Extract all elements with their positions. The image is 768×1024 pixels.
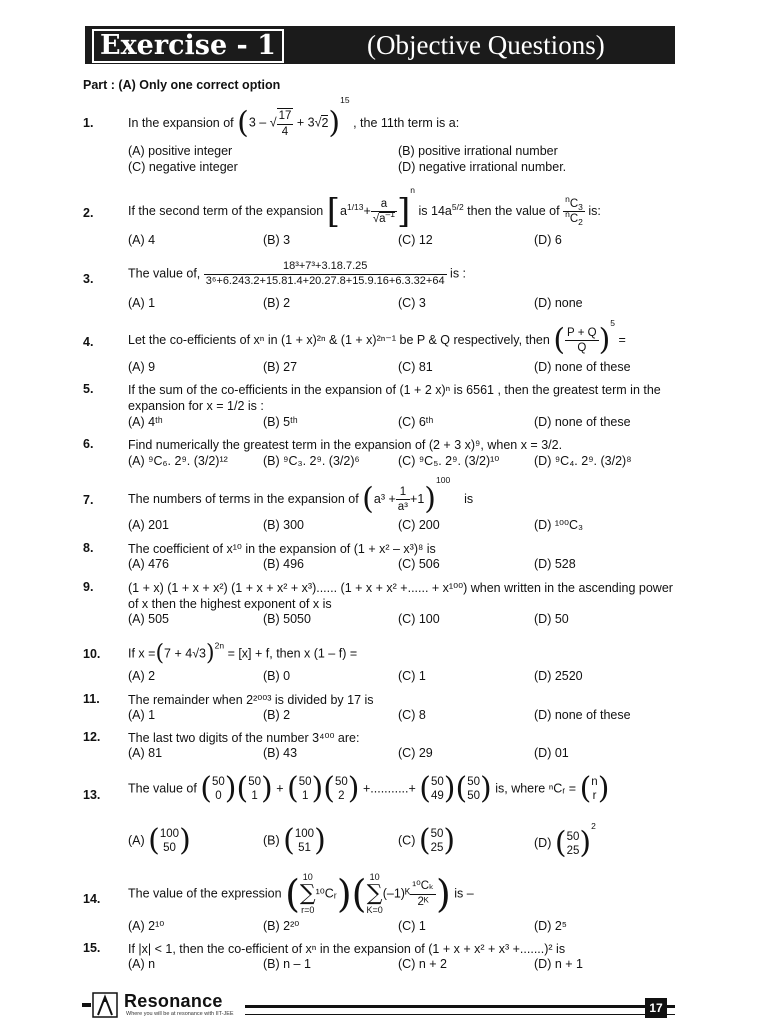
question-number: 4.: [83, 335, 94, 349]
q1-option-b[interactable]: (B) positive irrational number: [398, 144, 558, 158]
q15-option-d[interactable]: (D) n + 1: [534, 957, 583, 971]
q12-option-b[interactable]: (B) 43: [263, 746, 298, 760]
q6-option-d[interactable]: (D) ⁹C₄. 2⁹. (3/2)⁸: [534, 454, 632, 468]
q3-option-c[interactable]: (C) 3: [398, 296, 426, 310]
q7-option-c[interactable]: (C) 200: [398, 518, 440, 532]
q11-option-d[interactable]: (D) none of these: [534, 708, 631, 722]
resonance-logo: [82, 992, 252, 1020]
q4-option-d[interactable]: (D) none of these: [534, 360, 631, 374]
q2-option-a[interactable]: (A) 4: [128, 233, 156, 247]
question-number: 9.: [83, 580, 94, 594]
question-text: The value of ( 50 0 )( 50 1 ) + ( 50 1 )( 50 2 ) +...........+ ( 50 49 )( 50 50 ) is, where ⁿCᵣ = ( n r ): [128, 771, 610, 806]
question-text: The last two digits of the number 3⁴⁰⁰ are:: [128, 731, 360, 745]
q14-option-a[interactable]: (A) 2¹⁰: [128, 919, 165, 933]
q5-option-c[interactable]: (C) 6ᵗʰ: [398, 415, 434, 429]
question-number: 10.: [83, 647, 101, 661]
q13-option-a[interactable]: (A) ( 100 50 ): [128, 823, 191, 858]
q5-option-d[interactable]: (D) none of these: [534, 415, 631, 429]
q6-option-c[interactable]: (C) ⁹C₅. 2⁹. (3/2)¹⁰: [398, 454, 500, 468]
question-number: 5.: [83, 382, 94, 396]
q11-option-c[interactable]: (C) 8: [398, 708, 426, 722]
q7-option-b[interactable]: (B) 300: [263, 518, 304, 532]
q5-option-b[interactable]: (B) 5ᵗʰ: [263, 415, 298, 429]
page-number: 17: [645, 998, 667, 1018]
q11-option-a[interactable]: (A) 1: [128, 708, 156, 722]
question-text: The value of, $\frac{\text{18³+7³+3.18.7.25}}{\text{3⁶+6.243.2+15.81.4+20.27.8+15.9.16+6.3.32+64}}$ is :: [128, 260, 467, 287]
q14-option-c[interactable]: (C) 1: [398, 919, 426, 933]
question-text: If $x =(7 + 4√3)^{2n} = [x] + f$, then x (1 – f) =: [128, 640, 358, 666]
q12-option-a[interactable]: (A) 81: [128, 746, 163, 760]
q15-option-b[interactable]: (B) n – 1: [263, 957, 311, 971]
q4-option-a[interactable]: (A) 9: [128, 360, 156, 374]
question-number: 3.: [83, 272, 94, 286]
q7-option-a[interactable]: (A) 201: [128, 518, 169, 532]
exercise-banner: [85, 26, 675, 64]
brand-name: Resonance: [124, 991, 223, 1011]
question-number: 7.: [83, 493, 94, 507]
q1-option-d[interactable]: (D) negative irrational number.: [398, 160, 567, 174]
q7-option-d[interactable]: (D) ¹⁰⁰C₃: [534, 518, 584, 532]
question-number: 14.: [83, 892, 101, 906]
part-heading: Part : (A) Only one correct option: [83, 78, 281, 92]
question-text: The numbers of terms in the expansion of (a³ + $\frac{1}{\text{a³}}$ +1)$^{100}$ is: [128, 475, 474, 517]
q10-option-b[interactable]: (B) 0: [263, 669, 291, 683]
q5-option-a[interactable]: (A) 4ᵗʰ: [128, 415, 163, 429]
q3-option-d[interactable]: (D) none: [534, 296, 583, 310]
footer-rule: [245, 1005, 675, 1015]
question-text: If the sum of the co-efficients in the expansion of (1 + 2 x)ⁿ is 6561 , then the greatest term in the expansion for x = 1/2 is :: [128, 383, 661, 413]
q10-option-a[interactable]: (A) 2: [128, 669, 156, 683]
q15-option-a[interactable]: (A) n: [128, 957, 156, 971]
q3-option-b[interactable]: (B) 2: [263, 296, 291, 310]
q1-pre: In the expansion of: [128, 116, 234, 130]
question-number: 12.: [83, 730, 101, 744]
q13-option-c[interactable]: (C) ( 50 25 ): [398, 823, 456, 858]
question-number: 13.: [83, 788, 101, 802]
question-text: Let the co-efficients of xⁿ in (1 + x)²ⁿ & (1 + x)²ⁿ⁻¹ be P & Q respectively, then ( $\frac{P + Q}{Q}$ )$^5$ =: [128, 318, 626, 358]
q10-option-d[interactable]: (D) 2520: [534, 669, 583, 683]
q13-option-b[interactable]: (B) ( 100 51 ): [263, 823, 326, 858]
q8-option-d[interactable]: (D) 528: [534, 557, 576, 571]
q6-option-a[interactable]: (A) ⁹C₆. 2⁹. (3/2)¹²: [128, 454, 228, 468]
question-number: 6.: [83, 437, 94, 451]
q1-expression: 3 – √ $\frac{17}{4}$ + 3√2: [248, 110, 329, 138]
q15-option-c[interactable]: (C) n + 2: [398, 957, 447, 971]
logo-mark-icon: [82, 992, 120, 1018]
q4-option-b[interactable]: (B) 27: [263, 360, 298, 374]
q13-option-d[interactable]: (D) ( 50 25 )$^2$: [534, 821, 596, 861]
q4-option-c[interactable]: (C) 81: [398, 360, 433, 374]
q8-option-a[interactable]: (A) 476: [128, 557, 169, 571]
q8-option-c[interactable]: (C) 506: [398, 557, 440, 571]
right-paren: ): [328, 105, 341, 141]
q3-option-a[interactable]: (A) 1: [128, 296, 156, 310]
question-text: The remainder when 2²⁰⁰³ is divided by 17 is: [128, 693, 374, 707]
question-text: (1 + x) (1 + x + x²) (1 + x + x² + x³)...... (1 + x + x² +...... + x¹⁰⁰) when written in the ascending power of x then the highest exponent of x is: [128, 581, 673, 611]
q2-option-d[interactable]: (D) 6: [534, 233, 562, 247]
q9-option-c[interactable]: (C) 100: [398, 612, 440, 626]
q2-option-b[interactable]: (B) 3: [263, 233, 291, 247]
q1-option-c[interactable]: (C) negative integer: [128, 160, 238, 174]
question-text: If |x| < 1, then the co-efficient of xⁿ in the expansion of (1 + x + x² + x³ +.......)² is: [128, 942, 566, 956]
q2-option-c[interactable]: (C) 12: [398, 233, 433, 247]
question-text: The value of the expression ( 10 ∑ r=0 ¹⁰Cᵣ)( 10 ∑ K=0 (–1)ᴷ $\frac{\text{¹⁰Cₖ}}{\text{2ᴷ}}$ ) is –: [128, 872, 474, 916]
question-text: If the second term of the expansion [$a^{1/13}+$ $\frac{a}{√a^{-1}}$ ]$^n$ is $14a^{5/2}$ then the value of $\frac{^nC_3}{^nC_2}$ is:: [128, 185, 601, 232]
q9-option-a[interactable]: (A) 505: [128, 612, 169, 626]
question-text: [128, 95, 708, 144]
q10-option-c[interactable]: (C) 1: [398, 669, 426, 683]
q11-option-b[interactable]: (B) 2: [263, 708, 291, 722]
question-number: 2.: [83, 206, 94, 220]
question-text: The coefficient of x¹⁰ in the expansion of (1 + x² – x³)⁸ is: [128, 542, 436, 556]
question-number: 1.: [83, 116, 94, 130]
exercise-subtitle: (Objective Questions): [367, 30, 605, 60]
question-number: 11.: [83, 692, 100, 706]
q6-option-b[interactable]: (B) ⁹C₃. 2⁹. (3/2)⁶: [263, 454, 360, 468]
left-paren: (: [237, 105, 249, 141]
q1-post: , the 11th term is a:: [353, 116, 460, 130]
q14-option-b[interactable]: (B) 2²⁰: [263, 919, 300, 933]
q12-option-c[interactable]: (C) 29: [398, 746, 433, 760]
q9-option-d[interactable]: (D) 50: [534, 612, 569, 626]
q12-option-d[interactable]: (D) 01: [534, 746, 569, 760]
brand-tagline: Where you will be at resonance with IIT-JEE: [126, 1011, 234, 1017]
exercise-title: Exercise - 1: [92, 29, 284, 63]
question-text: Find numerically the greatest term in the expansion of (2 + 3 x)⁹, when x = 3/2.: [128, 438, 563, 452]
question-number: 15.: [83, 941, 101, 955]
q8-option-b[interactable]: (B) 496: [263, 557, 304, 571]
q1-option-a[interactable]: (A) positive integer: [128, 144, 233, 158]
q9-option-b[interactable]: (B) 5050: [263, 612, 311, 626]
question-number: 8.: [83, 541, 94, 555]
q1-exponent: 15: [340, 95, 350, 105]
q14-option-d[interactable]: (D) 2⁵: [534, 919, 567, 933]
